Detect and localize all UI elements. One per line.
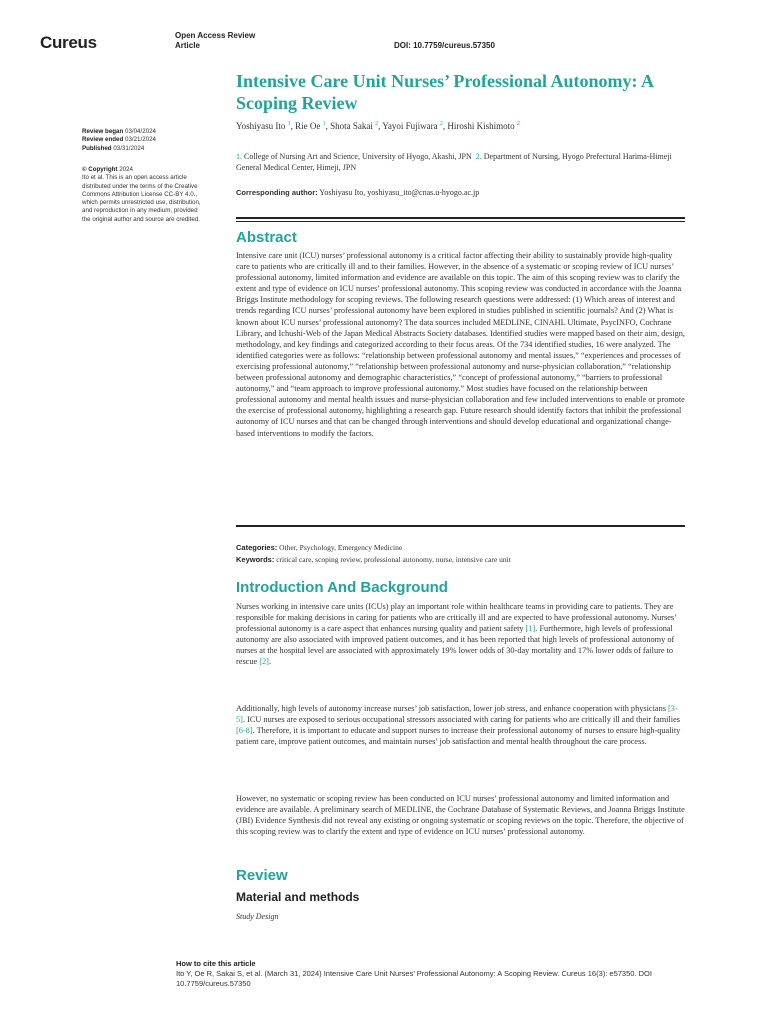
copyright-line: [82, 166, 222, 174]
published-date: [82, 145, 222, 153]
keywords-label: Keywords:: [236, 555, 275, 564]
license-text[interactable]: Commons Attribution License CC-BY 4.0.,: [82, 190, 198, 198]
license-text: Ito et al. This is an open access article: [82, 174, 187, 182]
categories-value[interactable]: Other, Psychology, Emergency Medicine: [279, 543, 403, 552]
author-name[interactable]: Yoshiyasu Ito: [236, 121, 286, 131]
author-affiliation-ref[interactable]: 2: [516, 121, 520, 127]
study-design-heading: Study Design: [236, 912, 279, 921]
intro-paragraph-3: However, no systematic or scoping review has been conducted on ICU nurses’ professional autonomy and limited information and evidence are available. A preliminary search of MEDLINE, the Cochrane Database of Systematic Reviews, and Joanna Briggs Institute (JBI) Evidence Synthesis did not reveal any existing or ongoing systematic or scoping reviews on the topic. Therefore, the objective of this scoping review was to clarify the extent and type of evidence on ICU nurses’ professional autonomy.: [236, 794, 685, 837]
published-label: Published: [82, 144, 112, 152]
review-ended-label: Review ended: [82, 136, 124, 144]
divider: [236, 221, 685, 222]
copyright-block: [82, 166, 222, 224]
keywords: [236, 555, 511, 564]
review-began-label: Review began: [82, 128, 124, 135]
how-to-cite-label: How to cite this article: [176, 959, 256, 968]
affiliation-text: Department of Nursing, Hyogo Prefectural Harima-Himeji General Medical Center, Himeji, JPN: [236, 152, 672, 172]
affiliations: [236, 151, 686, 173]
page-title: Intensive Care Unit Nurses’ Professional Autonomy: A Scoping Review: [236, 71, 654, 113]
citation-text: Ito Y, Oe R, Sakai S, et al. (March 31, 2024) Intensive Care Unit Nurses’ Professional Autonomy: A Scoping Review. Cureus 16(3): e57350. DOI: [176, 969, 652, 978]
corresponding-author: [236, 188, 479, 197]
divider: [236, 525, 685, 527]
article-type-line1: Open Access Review: [175, 31, 256, 40]
license-text: which permits unrestricted use, distribution,: [82, 199, 201, 207]
citation-link[interactable]: [2]: [259, 657, 269, 667]
divider: [236, 217, 685, 219]
citation-link[interactable]: [3-5]: [236, 704, 678, 725]
categories-label: Categories:: [236, 543, 278, 552]
methods-heading: Material and methods: [236, 890, 360, 904]
intro-paragraph-1: Nurses working in intensive care units (ICUs) play an important role within healthcare teams in providing care to patients. They are responsible for making decisions in caring for patients who are critically ill and are expected to have professional autonomy. Nurses’ professional autonomy is a care aspect that enhances nursing quality and patient safety [1]. Furthermore, high levels of professional autonomy are also associated with improved patient outcomes, and it has been reported that high levels of professional autonomy of nurses at the hospital level are associated with approximately 19% lower odds of 30-day mortality and 17% lower odds of failure to rescue [2].: [236, 602, 677, 667]
review-heading: Review: [236, 867, 288, 884]
categories: [236, 543, 402, 552]
author-name[interactable]: Yayoi Fujiwara: [382, 121, 438, 131]
corresponding-author-label: Corresponding author:: [236, 188, 318, 197]
abstract-heading: Abstract: [236, 229, 297, 246]
affiliation-text: College of Nursing Art and Science, University of Hyogo, Akashi, JPN: [244, 152, 472, 161]
introduction-heading: Introduction And Background: [236, 579, 448, 596]
review-ended-value: 03/21/2024: [125, 136, 156, 144]
doi[interactable]: DOI: 10.7759/cureus.57350: [394, 41, 495, 50]
author-affiliation-ref[interactable]: 2: [439, 121, 443, 127]
license-text: distributed under the terms of the Creative: [82, 182, 198, 190]
license-text: and reproduction in any medium, provided: [82, 207, 198, 215]
author-affiliation-ref[interactable]: 2: [375, 121, 379, 127]
how-to-cite: [176, 959, 736, 989]
author-affiliation-ref[interactable]: 1: [322, 121, 326, 127]
affiliation-number: 1.: [236, 152, 242, 161]
author-affiliation-ref[interactable]: 1: [287, 121, 291, 127]
abstract-text: Intensive care unit (ICU) nurses’ professional autonomy is a critical factor affecting their ability to sustainably provide high-quality care to patients who are critically ill and to their families. However, in the absence of a systematic or scoping review of ICU nurses’ professional autonomy, limited information and evidence are available on this topic. The aim of this scoping review was to clarify the extent and type of evidence on ICU nurses’ professional autonomy. This scoping review was conducted in accordance with the Joanna Briggs Institute methodology for scoping reviews. The following research questions were addressed: (1) Which areas of interest and trends regarding ICU nurses’ professional autonomy have been explored in studies published in scientific journals? And (2) What is known about ICU nurses’ professional autonomy? The data sources included MEDLINE, CINAHL Ultimate, PsycINFO, Cochrane Library, and Ichushi-Web of the Japan Medical Abstracts Society databases. Identified studies were mapped based on their aim, design, methodology, and key findings and categorized according to their focus areas. Of the 734 identified studies, 16 were analyzed. The identified categories were as follows: “relationship between professional autonomy and mental issues,” “experiences and processes of exercising professional autonomy,” “relationship between professional autonomy and nurse-physician collaboration,” “relationship between professional autonomy and demographic characteristics,” “concept of professional autonomy,” “barriers to professional autonomy,” and “team approach to improve professional autonomy.” Most studies have focused on the relationship between professional autonomy and mental health issues and nurse-physician collaboration and few included interventions to enable or promote the exercise of professional autonomy, highlighting a research gap. Future research should identify factors that inhibit the professional autonomy of ICU nurses and that can be changed through interventions and should develop educational and organizational change-based interventions to modify the factors.: [236, 251, 685, 438]
author-list: Yoshiyasu Ito $^1$, Rie Oe $^1$, Shota Sakai $^2$, Yayoi Fujiwara $^2$, Hiroshi Kishimoto $^2$: [236, 121, 520, 131]
author-name[interactable]: Rie Oe: [295, 121, 321, 131]
review-ended: [82, 136, 222, 144]
citation-doi[interactable]: 10.7759/cureus.57350: [176, 979, 251, 988]
review-began-value: 03/04/2024: [125, 128, 156, 135]
citation-link[interactable]: [1]: [525, 624, 536, 634]
affiliation-number: 2.: [475, 152, 482, 161]
journal-logo[interactable]: Cureus: [40, 33, 97, 52]
keywords-value: critical care, scoping review, professional autonomy, nurse, intensive care unit: [276, 555, 511, 564]
review-dates: [82, 128, 222, 153]
article-type-line2: Article: [175, 41, 200, 50]
review-began: [82, 128, 222, 136]
published-value: 03/31/2024: [113, 144, 145, 152]
article-type: [175, 31, 255, 51]
corresponding-author-text[interactable]: Yoshiyasu Ito, yoshiyasu_ito@cnas.u-hyogo.ac.jp: [319, 188, 480, 197]
author-name[interactable]: Shota Sakai: [330, 121, 373, 131]
intro-paragraph-2: Additionally, high levels of autonomy increase nurses’ job satisfaction, lower job stress, and enhance cooperation with physicians [3-5]. ICU nurses are exposed to serious occupational stressors associated with caring for patients who are critically ill and their families [6-8]. Therefore, it is important to educate and support nurses to increase their professional autonomy of nurses to ensure high-quality patient care, improve patient outcomes, and maintain nurses’ job satisfaction and mental health throughout the care process.: [236, 704, 681, 747]
copyright-label: © Copyright: [82, 166, 118, 173]
copyright-year: 2024: [119, 166, 133, 173]
citation-link[interactable]: [6-8]: [236, 726, 253, 736]
license-text: the original author and source are credited.: [82, 215, 200, 223]
author-name[interactable]: Hiroshi Kishimoto: [447, 121, 515, 131]
